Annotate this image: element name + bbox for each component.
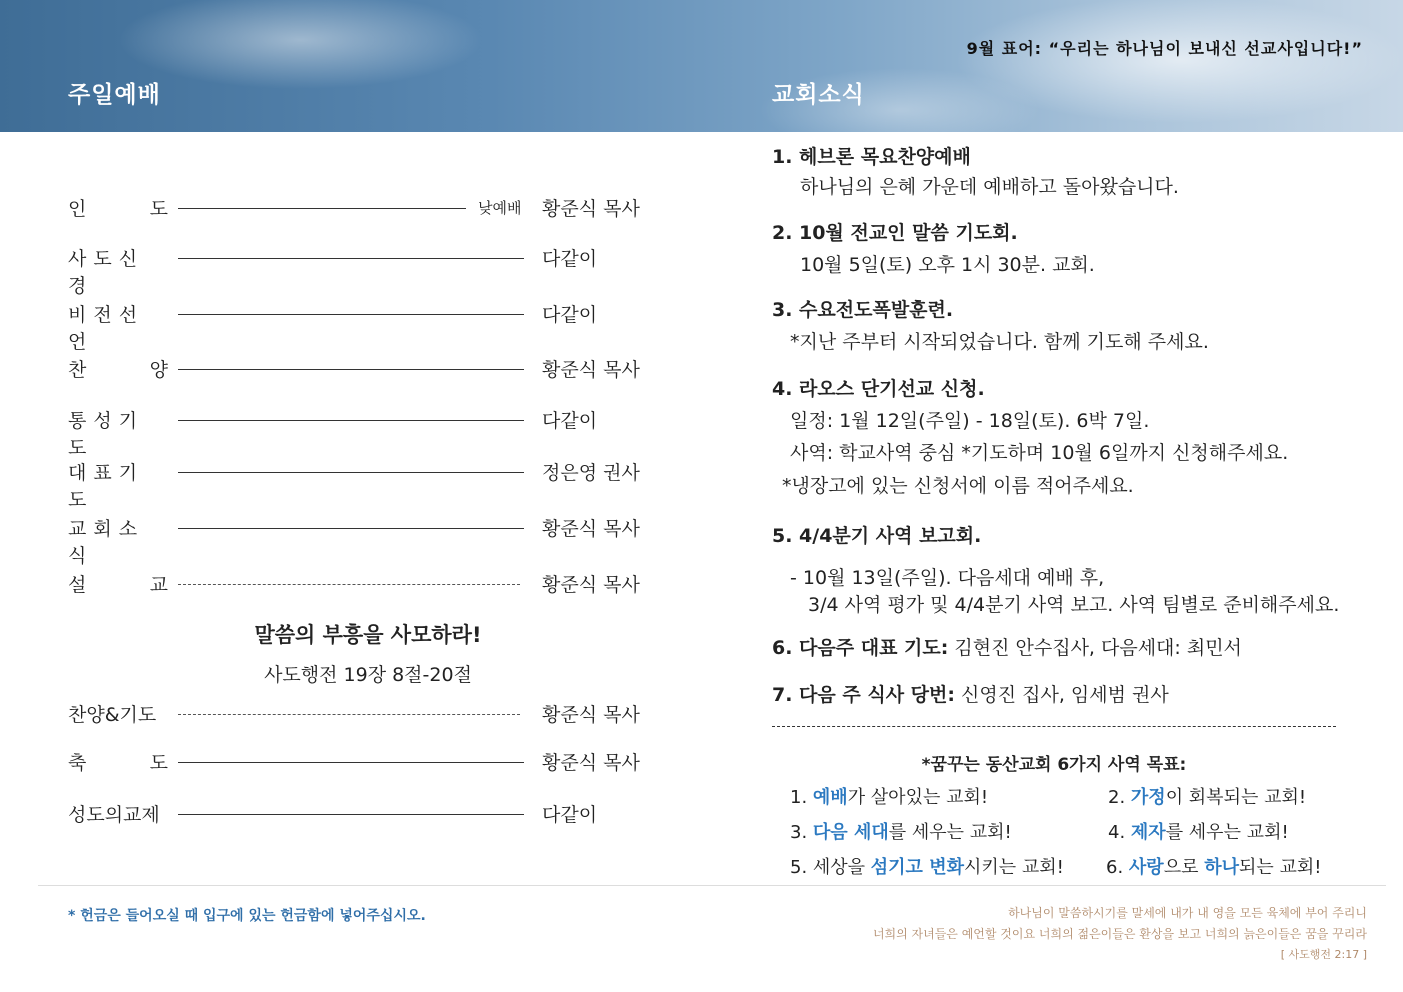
order-label: 비전선언 [68, 304, 145, 353]
order-row [68, 570, 668, 600]
sermon-reference: 사도행전 19장 8절-20절 [264, 664, 472, 686]
news-item-line: 일정: 1월 12일(주일) - 18일(토). 6박 7일. [790, 410, 1150, 432]
order-leader-line [178, 762, 524, 763]
goal-item: 5. 세상을 섬기고 변화시키는 교회! [790, 857, 1064, 878]
order-leader-line [178, 714, 520, 715]
order-leader-line [178, 420, 524, 421]
news-item-heading: 6. 다음주 대표 기도: [772, 637, 949, 659]
sermon-title: 말씀의 부흥을 사모하라! [254, 623, 482, 647]
order-leader: 황준식 목사 [542, 359, 640, 381]
order-row [68, 194, 668, 224]
order-label: 대표기도 [68, 462, 145, 511]
order-leader: 황준식 목사 [542, 704, 640, 726]
order-label: 통성기도 [68, 410, 145, 459]
worship-title: 주일예배 [68, 82, 161, 108]
offering-note: * 헌금은 들어오실 때 입구에 있는 헌금함에 넣어주십시오. [68, 908, 426, 924]
order-row [68, 748, 668, 778]
order-row [68, 700, 668, 730]
order-leader: 황준식 목사 [542, 198, 640, 220]
order-leader: 황준식 목사 [542, 574, 640, 596]
news-title: 교회소식 [772, 82, 865, 108]
order-leader-line [178, 584, 520, 585]
order-row [68, 800, 668, 830]
order-leader-line [178, 528, 524, 529]
news-item-line: 10월 5일(토) 오후 1시 30분. 교회. [800, 254, 1095, 276]
order-leader-line [178, 208, 466, 209]
news-item-title [772, 633, 1242, 660]
news-item-title: 5. 4/4분기 사역 보고회. [772, 525, 982, 547]
order-leader: 황준식 목사 [542, 752, 640, 774]
order-label: 찬 양 [68, 359, 168, 381]
news-item-line: 3/4 사역 평가 및 4/4분기 사역 보고. 사역 팀별로 준비해주세요. [808, 594, 1340, 616]
order-label: 인 도 [68, 198, 168, 220]
verse-line: 너희의 자녀들은 예언할 것이요 너희의 젊은이들은 환상을 보고 너희의 늙은이들은 꿈을 꾸리라 [872, 927, 1367, 941]
news-item-title: 2. 10월 전교인 말씀 기도회. [772, 222, 1018, 244]
goal-item: 1. 예배가 살아있는 교회! [790, 787, 989, 808]
header-banner [0, 0, 1403, 132]
verse-reference: [ 사도행전 2:17 ] [1280, 948, 1367, 961]
goal-item: 4. 제자를 세우는 교회! [1108, 822, 1289, 843]
goals-title: *꿈꾸는 동산교회 6가지 사역 목표: [921, 755, 1187, 775]
order-row [68, 406, 668, 459]
order-row [68, 300, 668, 353]
order-label: 사도신경 [68, 248, 145, 297]
goal-item: 3. 다음 세대를 세우는 교회! [790, 822, 1012, 843]
footer-divider [38, 885, 1386, 886]
order-leader-line [178, 314, 524, 315]
order-leader: 다같이 [542, 410, 598, 432]
monthly-motto: 9월 표어: “우리는 하나님이 보내신 선교사입니다!” [966, 39, 1363, 58]
order-leader-line [178, 472, 524, 473]
order-label: 축 도 [68, 752, 168, 774]
order-sub: 낮예배 [478, 199, 522, 217]
order-label: 성도의교제 [68, 804, 160, 826]
news-item-value: 신영진 집사, 임세범 권사 [954, 684, 1169, 706]
order-row [68, 514, 668, 567]
order-leader: 다같이 [542, 804, 598, 826]
order-row [68, 244, 668, 297]
order-leader: 다같이 [542, 248, 598, 270]
order-label: 설 교 [68, 574, 168, 596]
verse-line: 하나님이 말씀하시기를 말세에 내가 내 영을 모든 육체에 부어 주리니 [1008, 906, 1367, 920]
order-leader: 다같이 [542, 304, 598, 326]
order-leader: 황준식 목사 [542, 518, 640, 540]
news-item-title: 4. 라오스 단기선교 신청. [772, 378, 985, 400]
dashed-separator [772, 726, 1336, 727]
goal-item: 6. 사랑으로 하나되는 교회! [1106, 857, 1322, 878]
news-item-line: 사역: 학교사역 중심 *기도하며 10월 6일까지 신청해주세요. [790, 442, 1289, 464]
news-item-line: 하나님의 은혜 가운데 예배하고 돌아왔습니다. [800, 176, 1179, 198]
order-leader: 정은영 권사 [542, 462, 640, 484]
order-row [68, 458, 668, 511]
news-item-title [772, 680, 1169, 707]
news-item-title: 1. 헤브론 목요찬양예배 [772, 146, 971, 168]
goal-item: 2. 가정이 회복되는 교회! [1108, 787, 1307, 808]
order-leader-line [178, 814, 524, 815]
order-row [68, 355, 668, 385]
news-item-title: 3. 수요전도폭발훈련. [772, 299, 954, 321]
news-item-line: - 10월 13일(주일). 다음세대 예배 후, [790, 567, 1105, 589]
news-item-line: *지난 주부터 시작되었습니다. 함께 기도해 주세요. [790, 331, 1209, 353]
news-item-line: *냉장고에 있는 신청서에 이름 적어주세요. [782, 475, 1134, 497]
order-label: 교회소식 [68, 518, 145, 567]
order-leader-line [178, 369, 524, 370]
order-leader-line [178, 258, 524, 259]
news-item-heading: 7. 다음 주 식사 당번: [772, 684, 955, 706]
news-item-value: 김현진 안수집사, 다음세대: 최민서 [948, 637, 1242, 659]
order-label: 찬양&기도 [68, 704, 157, 726]
